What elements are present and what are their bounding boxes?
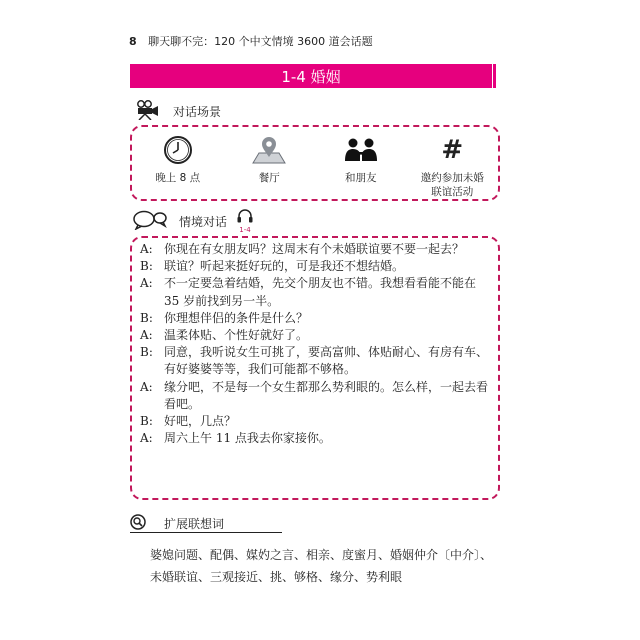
speaker: B: [140,259,153,274]
dialog-line [140,430,490,447]
scene-label-time: 晚上 8 点 [155,172,201,184]
dialog-line [140,258,490,275]
dialog-line [140,275,490,309]
utterance: 缘分吧，不是每一个女生都那么势利眼的。怎么样，一起去看看吧。 [164,379,489,411]
scene-label-topic: 邀约参加未婚 联谊活动 [420,172,484,198]
utterance: 好吧，几点？ [164,414,237,429]
utterance: 周六上午 11 点我去你家接你。 [164,431,331,446]
scene-item-people [315,127,407,199]
speaker: B: [140,345,153,360]
utterance: 你理想伴侣的条件是什么？ [164,310,309,325]
scene-heading [133,100,221,123]
banner-edge [493,64,496,88]
audio-track[interactable] [237,209,253,234]
scene-item-place [224,127,316,199]
expand-words: 婆媳问题、配偶、媒妁之言、相亲、度蜜月、婚姻仲介〔中介〕、未婚联谊、三观接近、挑、够格、缘分、势利眼 [150,548,493,584]
speaker: A: [140,276,153,291]
utterance: 温柔体贴、个性好就好了。 [164,328,309,343]
speaker: B: [140,414,153,429]
dialog-line [140,344,490,378]
scene-label-place: 餐厅 [258,172,280,184]
dialog-box [130,236,500,500]
friends-icon [344,135,378,165]
hash-icon: # [441,135,464,165]
speaker: B: [140,310,153,325]
dialog-heading-label: 情境对话 [179,215,228,229]
page-number: 8 [129,35,137,48]
dialog-line [140,241,490,258]
speaker: A: [140,242,153,256]
page-header [129,33,373,49]
scene-box [130,125,500,201]
lesson-title: 1-4 婚姻 [281,67,341,86]
dialog-line [140,413,490,430]
lesson-banner [130,64,492,88]
dialog-line [140,379,490,413]
speaker: A: [140,431,153,446]
speech-bubbles-icon [133,210,167,233]
scene-label-people: 和朋友 [345,172,377,184]
scene-heading-label: 对话场景 [173,105,222,119]
scene-item-time [132,127,224,199]
dialog-line [140,310,490,327]
magnifier-icon [130,514,146,533]
track-number: 1-4 [239,226,251,234]
headphones-icon[interactable] [237,209,253,226]
utterance: 联谊？听起来挺好玩的，可是我还不想结婚。 [164,259,405,274]
utterance: 不一定要急着结婚，先交个朋友也不错。我想看看能不能在 35 岁前找到另一半。 [164,276,477,308]
dialog-heading [133,209,253,234]
speaker: A: [140,379,153,394]
book-title: 聊天聊不完：120 个中文情境 3600 道会话题 [148,35,373,48]
utterance: 你现在有女朋友吗？这周末有个未婚联谊要不要一起去？ [164,242,465,256]
expand-heading [130,514,282,533]
expand-heading-label: 扩展联想词 [164,516,225,531]
dialog-line [140,327,490,344]
scene-item-topic [407,127,499,199]
camera-icon [133,100,161,123]
clock-icon [163,135,193,165]
speaker: A: [140,328,153,343]
utterance: 同意，我听说女生可挑了，要高富帅、体贴耐心、有房有车、有好婆婆等等，我们可能都不够格。 [164,345,489,377]
map-pin-icon [251,135,287,165]
